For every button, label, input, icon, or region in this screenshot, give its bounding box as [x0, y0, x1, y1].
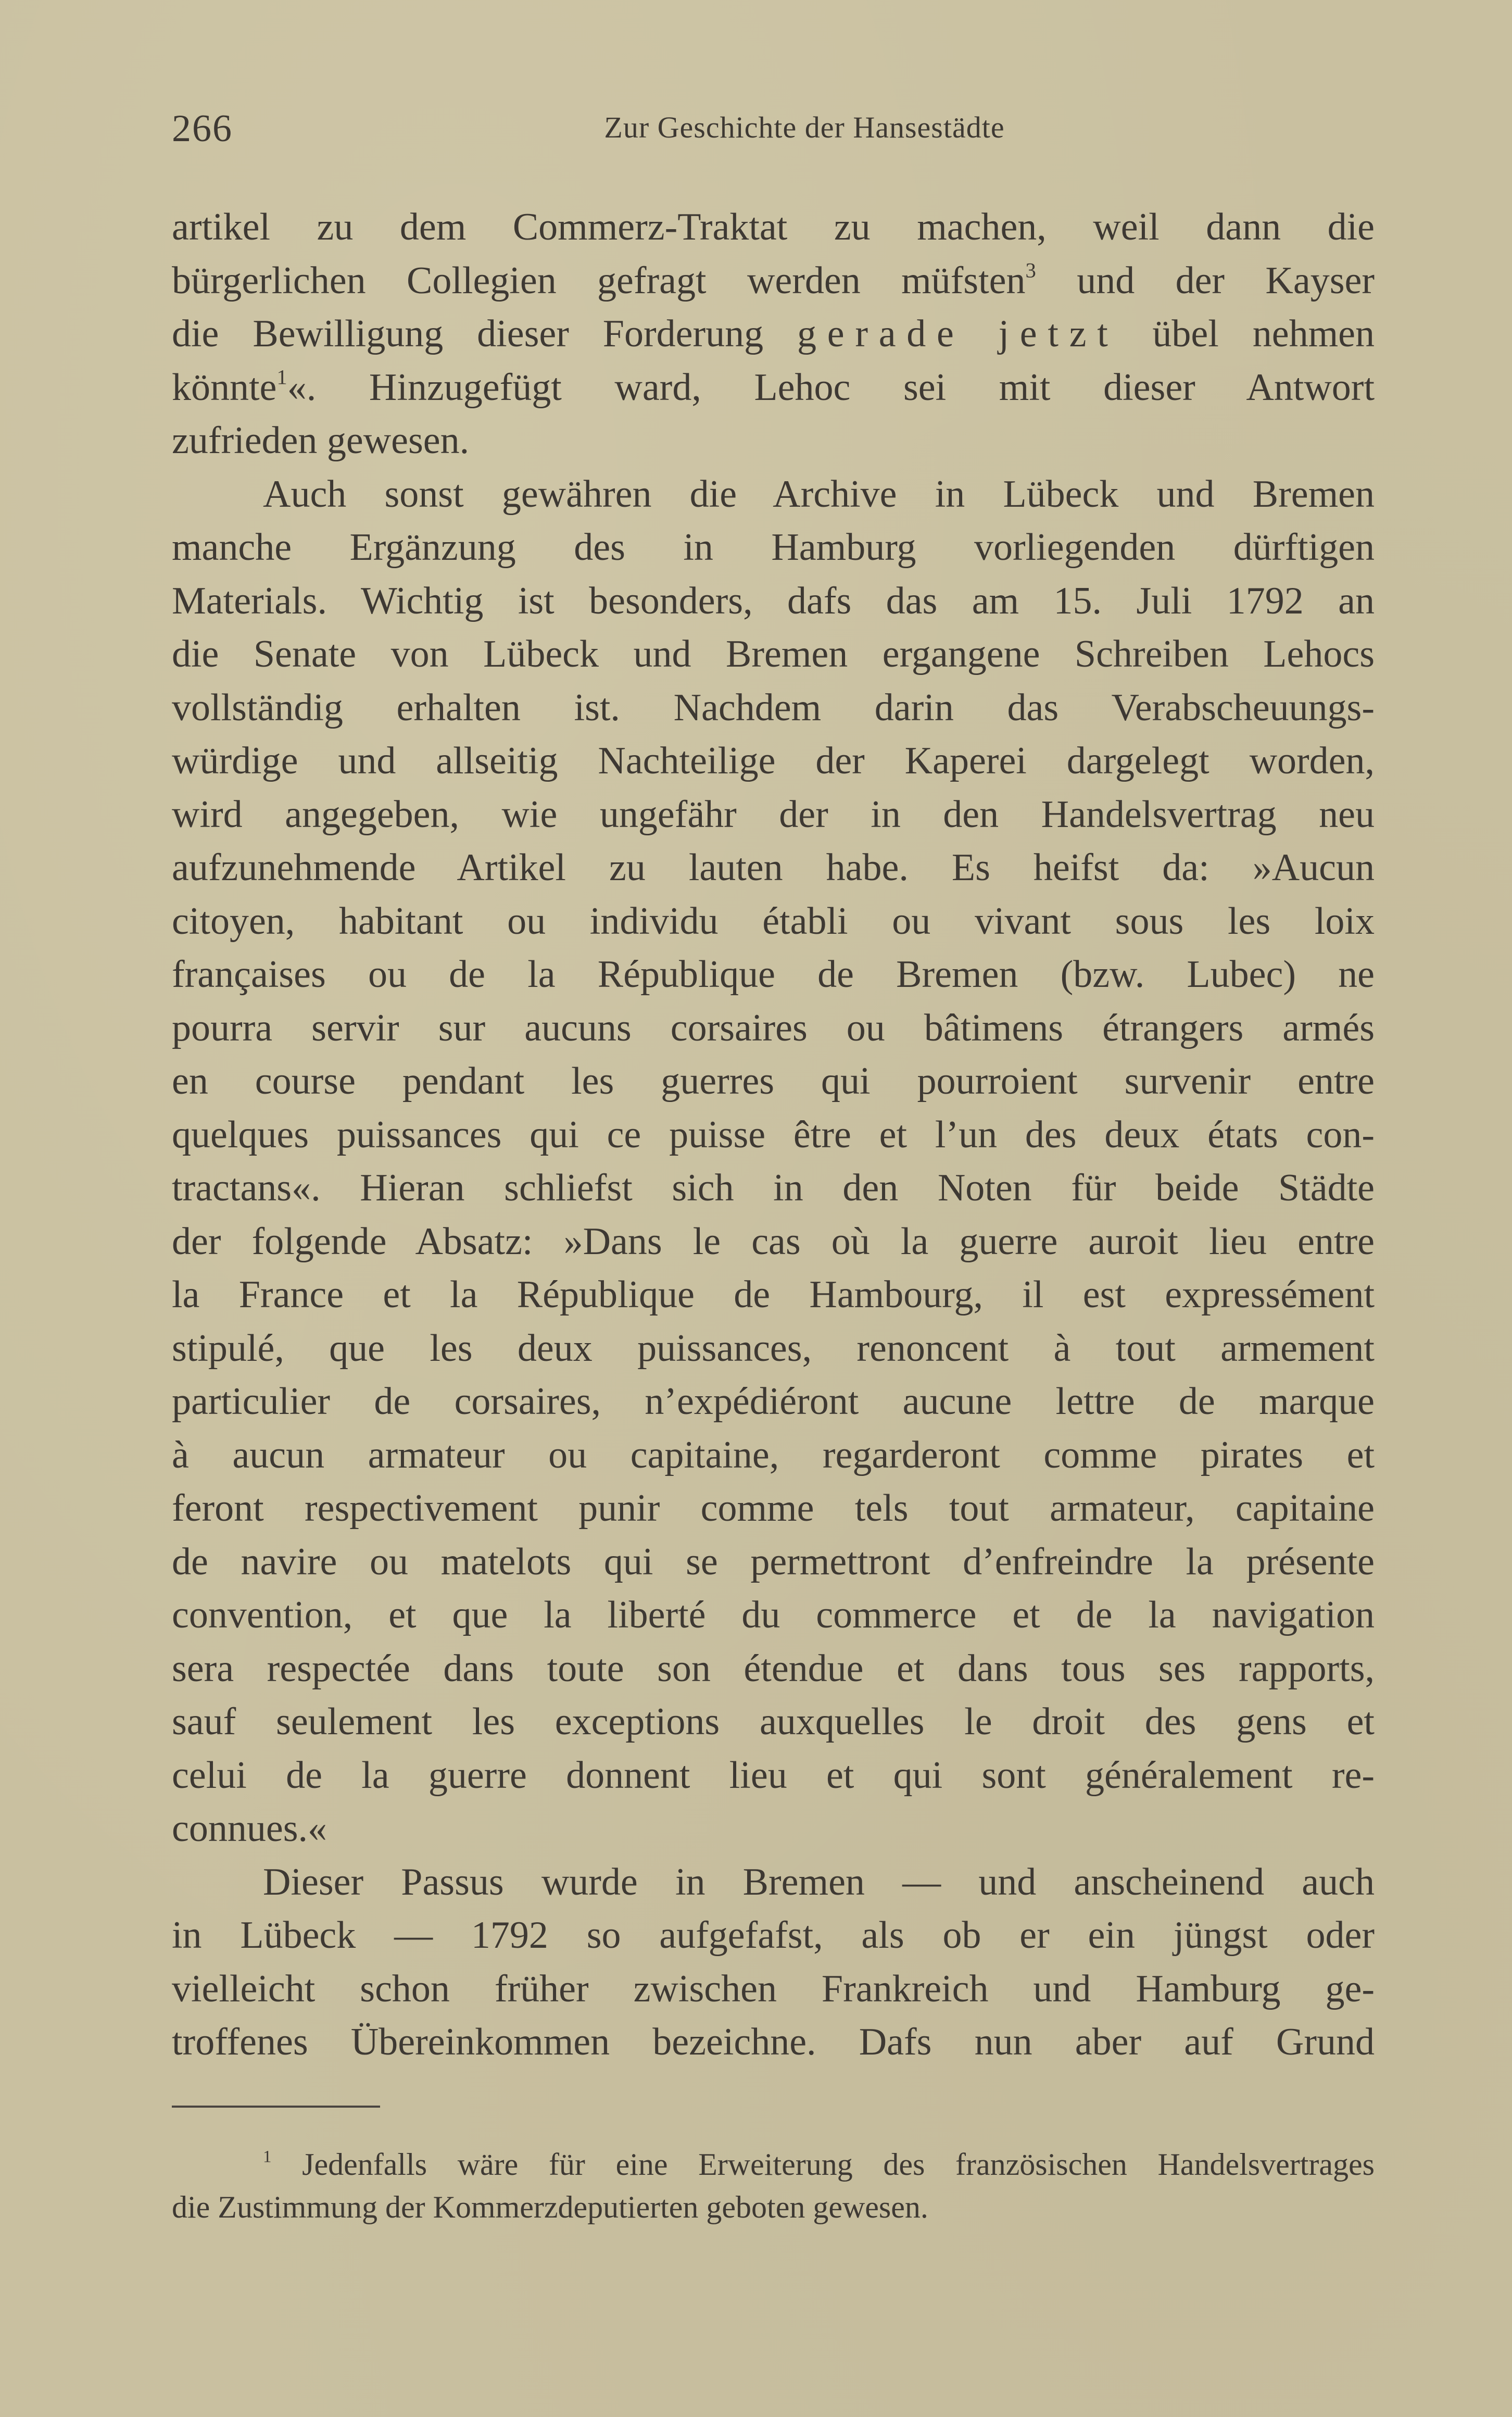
text-line: Dieser Passus wurde in Bremen — und anscheinend auch — [263, 1860, 1375, 1903]
text-line: Auch sonst gewähren die Archive in Lübeck und Bremen — [263, 472, 1375, 516]
text-line: troffenes Übereinkommen bezeichne. Dafs nun aber auf Grund — [172, 2021, 1375, 2063]
text-line: de navire ou matelots qui se permettront d’enfreindre la présente — [172, 1540, 1375, 1583]
text-line: stipulé, que les deux puissances, renoncent à tout armement — [172, 1326, 1375, 1370]
text-line: tractans«. Hieran schliefst sich in den Noten für beide Städte — [172, 1167, 1375, 1209]
text-line: manche Ergänzung des in Hamburg vorliegenden dürftigen — [172, 526, 1375, 569]
text-fragment: «. Hinzugefügt ward, Lehoc sei mit dieser Antwort — [287, 366, 1375, 409]
page-number: 266 — [172, 107, 233, 150]
text-line: connues.« — [172, 1807, 327, 1850]
text-line: à aucun armateur ou capitaine, regarderont comme pirates et — [172, 1433, 1375, 1476]
text-line: particulier de corsaires, n’expédiéront aucune lettre de marque — [172, 1380, 1375, 1423]
text-fragment: bürgerlichen Collegien gefragt werden müfsten — [172, 259, 1026, 302]
text-fragment: und der Kayser — [1036, 259, 1375, 302]
footnote-text: Jedenfalls wäre für eine Erweiterung des französischen Handelsvertrages — [302, 2147, 1375, 2182]
text-line: vollständig erhalten ist. Nachdem darin das Verabscheuungs- — [172, 686, 1375, 729]
text-line: pourra servir sur aucuns corsaires ou bâtimens étrangers armés — [172, 1006, 1375, 1049]
text-line — [172, 254, 1375, 308]
text-line: aufzunehmende Artikel zu lauten habe. Es heifst da: »Aucun — [172, 846, 1375, 889]
text-line: feront respectivement punir comme tels tout armateur, capitaine — [172, 1487, 1375, 1530]
footnote-ref: 3 — [1025, 258, 1036, 282]
text-line: würdige und allseitig Nachteilige der Kaperei dargelegt worden, — [172, 740, 1375, 782]
text-line: sera respectée dans toute son étendue et dans tous ses rapports, — [172, 1647, 1375, 1690]
text-line: in Lübeck — 1792 so aufgefafst, als ob er ein jüngst oder — [172, 1914, 1375, 1957]
page-header — [172, 107, 1375, 148]
running-title: Zur Geschichte der Hansestädte — [604, 110, 1005, 144]
text-line — [172, 307, 1375, 361]
emphasis-spaced: gerade — [797, 312, 965, 355]
text-line: convention, et que la liberté du commerce et de la navigation — [172, 1594, 1375, 1636]
text-line: die Senate von Lübeck und Bremen ergangene Schreiben Lehocs — [172, 633, 1375, 675]
body-text — [172, 201, 1375, 2069]
footnote-line — [172, 2143, 1375, 2186]
footnote-ref: 1 — [276, 365, 287, 389]
text-line — [172, 361, 1375, 415]
text-line: sauf seulement les exceptions auxquelles le droit des gens et — [172, 1700, 1375, 1743]
footnote-marker: 1 — [263, 2147, 272, 2166]
text-line: celui de la guerre donnent lieu et qui sont généralement re- — [172, 1754, 1375, 1797]
footnote-separator — [172, 2106, 380, 2108]
text-line: vielleicht schon früher zwischen Frankreich und Hamburg ge- — [172, 1967, 1375, 2010]
text-line: Materials. Wichtig ist besonders, dafs das am 15. Juli 1792 an — [172, 579, 1375, 622]
text-fragment: könnte — [172, 366, 277, 409]
text-line: citoyen, habitant ou individu établi ou vivant sous les loix — [172, 899, 1375, 943]
text-fragment: übel nehmen — [1152, 312, 1375, 355]
text-line: artikel zu dem Commerz-Traktat zu machen, weil dann die — [172, 206, 1375, 248]
text-line: zufrieden gewesen. — [172, 419, 470, 462]
footnote-line: die Zustimmung der Kommerzdeputierten geboten gewesen. — [172, 2190, 928, 2224]
text-line: françaises ou de la République de Bremen (bzw. Lubec) ne — [172, 953, 1375, 996]
text-line: der folgende Absatz: »Dans le cas où la guerre auroit lieu entre — [172, 1220, 1375, 1263]
text-line: quelques puissances qui ce puisse être et l’un des deux états con- — [172, 1113, 1375, 1156]
text-line: en course pendant les guerres qui pourroient survenir entre — [172, 1060, 1375, 1103]
emphasis-spaced: jetzt — [998, 312, 1119, 355]
footnotes — [172, 2143, 1375, 2228]
text-line: la France et la République de Hambourg, il est expressément — [172, 1273, 1375, 1316]
text-line: wird angegeben, wie ungefähr der in den Handelsvertrag neu — [172, 793, 1375, 836]
text-fragment: die Bewilligung dieser Forderung — [172, 312, 764, 355]
